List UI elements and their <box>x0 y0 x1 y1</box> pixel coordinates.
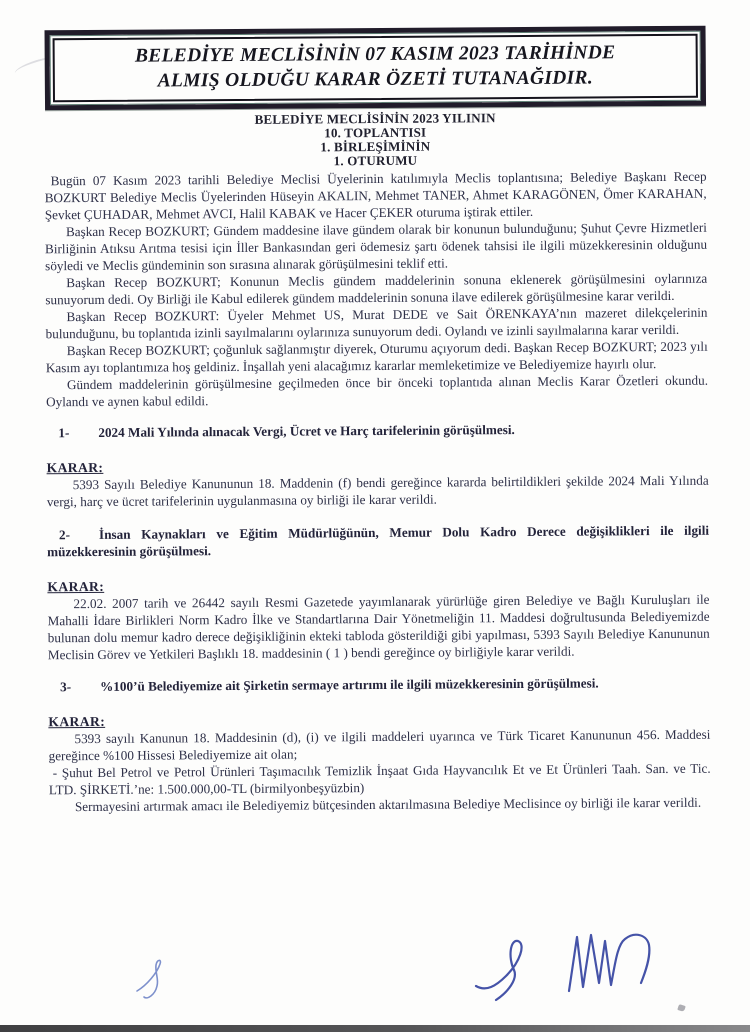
agenda-item-1-title: 2024 Mali Yılında alınacak Vergi, Ücret ve Harç tarifelerinin görüşülmesi. <box>98 422 515 440</box>
intro-paragraph-excused-members: Başkan Recep BOZKURT: Üyeler Mehmet US, Murat DEDE ve Sait ÖRENKAYA’nın mazeret dilekçelerinin bulunduğunu, bu toplantıda izinli sayılmalarını oylarınıza sunuyorum dedi. Oylandı ve izinli sayılmalarına karar verildi. <box>45 304 708 342</box>
session-header-sitting: 1. OTURUMU <box>333 152 418 169</box>
document-title-line2: ALMIŞ OLDUĞU KARAR ÖZETİ TUTANAĞIDIR. <box>157 67 594 92</box>
intro-paragraph-added-agenda: Başkan Recep BOZKURT; Gündem maddesine ilave gündem olarak bir konunun bulunduğunu; Şuhut Çevre Hizmetleri Birliğinin Atıksu Arıtma tesisi için İller Bankasından geri ödemesiz şartı ödenek tahsisi ile ilgili müzekkeresinin olduğunu söyledi ve Meclis gündeminin son sırasına alınarak görüşülmesini teklif etti. <box>44 219 708 274</box>
agenda-item-1-heading <box>46 420 708 442</box>
karar-3-text-decision: Sermayesini artırmak amacı ile Belediyemiz bütçesinden aktarılmasına Belediye Meclisince oy birliği ile karar verildi. <box>74 794 702 815</box>
agenda-item-3-number: 3- <box>60 679 72 695</box>
karar-label-3: KARAR: <box>48 713 106 730</box>
intro-paragraph-previous-summary: Gündem maddelerinin görüşülmesine geçilmeden önce bir önceki toplantıda alınan Meclis Karar Özetleri okundu. Oylandı ve aynen kabul edildi. <box>46 372 709 410</box>
scan-speck <box>677 1004 686 1012</box>
signature-mark-left <box>133 955 195 1005</box>
document-body <box>44 168 710 816</box>
session-header <box>0 109 750 170</box>
signature-mark-middle <box>472 930 550 1008</box>
karar-label-2: KARAR: <box>47 578 105 595</box>
document-title-box <box>45 26 707 111</box>
session-header-assembly: 1. BİRLEŞİMİNİN <box>320 138 431 155</box>
session-header-meeting: 10. TOPLANTISI <box>324 124 427 141</box>
session-header-year: BELEDİYE MECLİSİNİN 2023 YILININ <box>254 110 496 127</box>
intro-paragraph-vote-add-agenda: Başkan Recep BOZKURT; Konunun Meclis gündem maddelerinin sonuna eklenerek görüşülmesini oylarınıza sunuyorum dedi. Oy Birliği ile Kabul edilerek gündem maddelerinin sonuna ilave edilerek görüşülmesine karar verildi. <box>45 270 708 308</box>
agenda-item-2-title: İnsan Kaynakları ve Eğitim Müdürlüğünün, Memur Dolu Kadro Derece değişiklikleri ile ilgili müzekkeresinin görüşülmesi. <box>47 522 710 560</box>
karar-3-text-company: - Şuhut Bel Petrol ve Petrol Ürünleri Taşımacılık Temizlik İnşaat Gıda Hayvancılık Et ve Et Ürünleri Taah. San. ve Tic. LTD. ŞİRKETİ.’ne: 1.500.000,00-TL (birmilyonbeşyüzbin) <box>48 760 711 798</box>
agenda-item-3-title: %100’ü Belediyemize ait Şirketin sermaye artırımı ile ilgili müzekkeresinin görüşülmesi. <box>100 675 599 694</box>
karar-label-1: KARAR: <box>46 459 104 476</box>
intro-paragraph-attendance: Bugün 07 Kasım 2023 tarihli Belediye Meclisi Üyelerinin katılımıyla Meclis toplantısına; Belediye Başkanı Recep BOZKURT Belediye Meclis Üyelerinden Hüseyin AKALIN, Mehmet TANER, Ahmet KARAGÖNEN, Ömer KARAHAN, Şevket ÇUHADAR, Mehmet AVCI, Halil KABAK ve Hacer ÇEKER oturuma iştirak ettiler. <box>44 168 707 223</box>
karar-2-text: 22.02. 2007 tarih ve 26442 sayılı Resmi Gazetede yayımlanarak yürürlüğe giren Belediye ve Bağlı Kuruluşları ile Mahalli İdare Birlikleri Norm Kadro İlke ve Standartlarına Dair Yönetmeliğin 11. Maddesi doğrultusunda Belediyemizde bulunan dolu memur kadro derece değişikliğinin ekteki tabloda gösterildiği gibi yapılması, 5393 Sayılı Belediye Kanununun Meclisin Görev ve Yetkileri Başlıklı 18. maddesinin ( 1 ) bendi gereğince oy birliğiyle karar verildi. <box>47 591 710 663</box>
agenda-item-3-heading <box>48 674 710 696</box>
agenda-item-2-number: 2- <box>58 527 71 543</box>
scan-edge-artifact <box>0 1025 750 1032</box>
agenda-item-2-heading <box>47 522 709 561</box>
karar-3-text-law: 5393 sayılı Kanunun 18. Maddesinin (d), (i) ve ilgili maddeleri uyarınca ve Türk Ticaret Kanununun 456. Maddesi gereğince %100 Hissesi Belediyemize ait olan; <box>48 726 711 764</box>
document-title-line1: BELEDİYE MECLİSİNİN 07 KASIM 2023 TARİHİNDE <box>134 42 616 67</box>
karar-1-text: 5393 Sayılı Belediye Kanununun 18. Maddenin (f) bendi gereğince kararda belirtildikleri şekilde 2024 Mali Yılında vergi, harç ve ücret tarifelerinin uygulanmasına oy birliği ile karar verildi. <box>46 472 709 510</box>
intro-paragraph-opening: Başkan Recep BOZKURT; çoğunluk sağlanmıştır diyerek, Oturumu açıyorum dedi. Başkan Recep BOZKURT; 2023 yılı Kasım ayı toplantımıza hoş geldiniz. İnşallah yeni alacağımız kararlar memleketimize ve Belediyemize hayırlı olur. <box>45 338 708 376</box>
agenda-item-1-number: 1- <box>58 425 70 441</box>
signature-mark-right <box>555 925 665 1005</box>
document-title-inner-frame <box>53 34 698 103</box>
